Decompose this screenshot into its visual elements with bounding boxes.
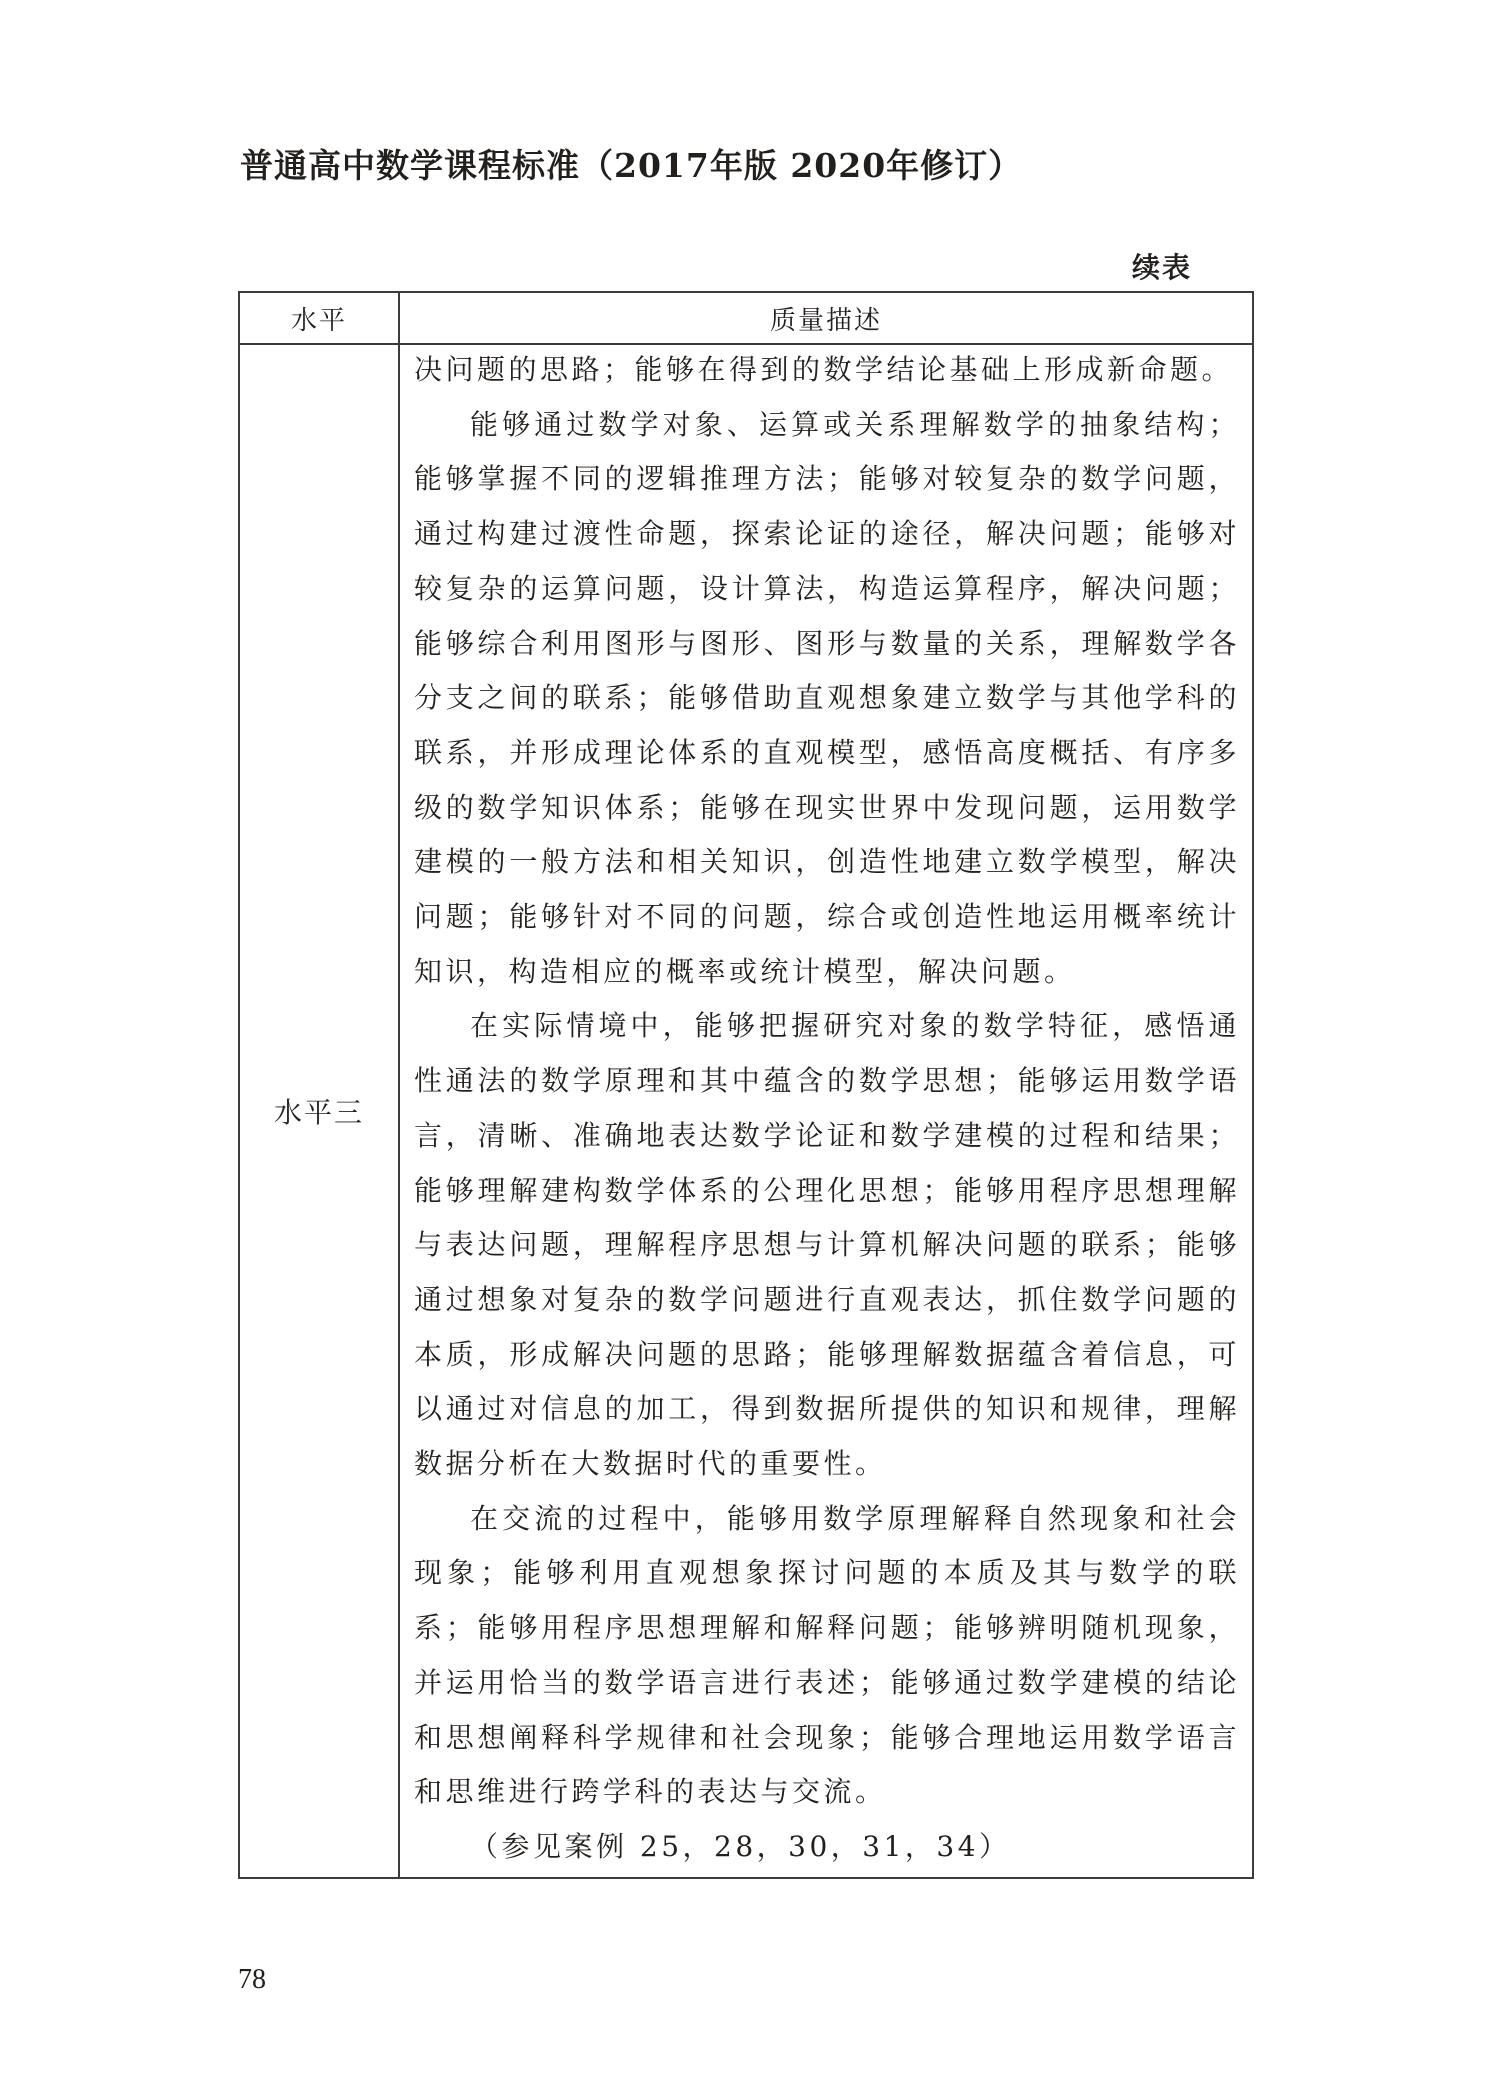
continued-table-label: 续表 xyxy=(1132,251,1193,284)
table-row xyxy=(239,344,1253,1878)
level-cell: 水平三 xyxy=(239,344,399,1878)
page-number: 78 xyxy=(238,1964,266,1995)
quality-description-table xyxy=(238,291,1254,1879)
description-paragraph-real-context: 在实际情境中，能够把握研究对象的数学特征，感悟通性通法的数学原理和其中蕴含的数学思想；能够运用数学语言，清晰、准确地表达数学论证和数学建模的过程和结果；能够理解建构数学体系的公理化思想；能够用程序思想理解与表达问题，理解程序思想与计算机解决问题的联系；能够通过想象对复杂的数学问题进行直观表达，抓住数学问题的本质，形成解决问题的思路；能够理解数据蕴含着信息，可以通过对信息的加工，得到数据所提供的知识和规律，理解数据分析在大数据时代的重要性。 xyxy=(414,1009,1240,1481)
table-header-row xyxy=(239,292,1253,344)
description-paragraph-communication: 在交流的过程中，能够用数学原理解释自然现象和社会现象；能够利用直观想象探讨问题的本质及其与数学的联系；能够用程序思想理解和解释问题；能够辨明随机现象，并运用恰当的数学语言进行表述；能够通过数学建模的结论和思想阐释科学规律和社会现象；能够合理地运用数学语言和思维进行跨学科的表达与交流。 xyxy=(414,1501,1240,1809)
description-paragraph-continuation: 决问题的思路；能够在得到的数学结论基础上形成新命题。 xyxy=(414,353,1234,386)
description-cell xyxy=(399,344,1253,1878)
column-header-description: 质量描述 xyxy=(399,292,1253,344)
running-header-title: 普通高中数学课程标准（2017年版 2020年修订） xyxy=(240,146,1023,185)
column-header-level: 水平 xyxy=(239,292,399,344)
case-reference-note: （参见案例 25，28，30，31，34） xyxy=(470,1829,1011,1863)
description-paragraph-abstract-structure: 能够通过数学对象、运算或关系理解数学的抽象结构；能够掌握不同的逻辑推理方法；能够对较复杂的数学问题，通过构建过渡性命题，探索论证的途径，解决问题；能够对较复杂的运算问题，设计算法，构造运算程序，解决问题；能够综合利用图形与图形、图形与数量的关系，理解数学各分支之间的联系；能够借助直观想象建立数学与其他学科的联系，并形成理论体系的直观模型，感悟高度概括、有序多级的数学知识体系；能够在现实世界中发现问题，运用数学建模的一般方法和相关知识，创造性地建立数学模型，解决问题；能够针对不同的问题，综合或创造性地运用概率统计知识，构造相应的概率或统计模型，解决问题。 xyxy=(414,407,1240,988)
